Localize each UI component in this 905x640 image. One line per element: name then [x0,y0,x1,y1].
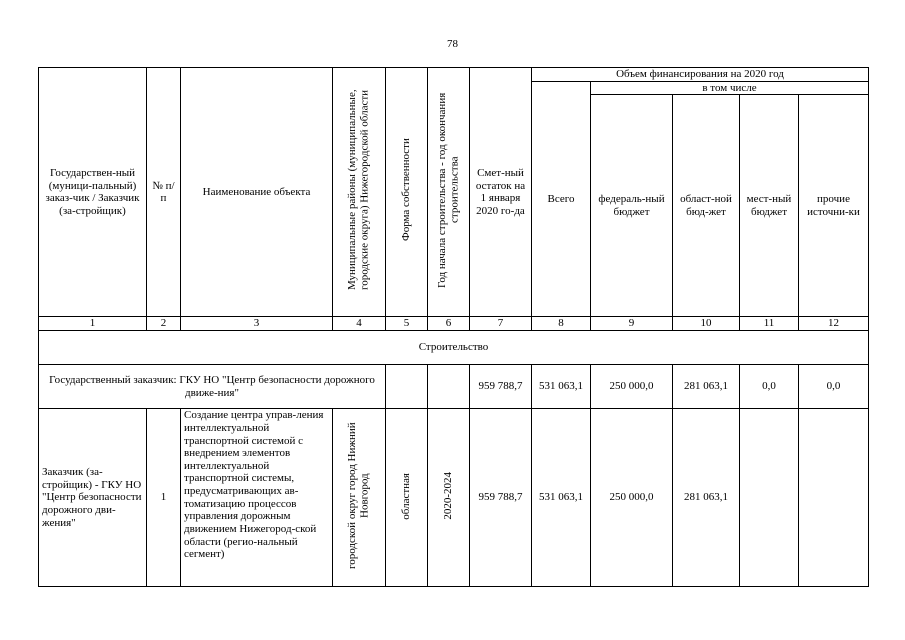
header-total: Всего [532,81,591,317]
detail-district [333,409,386,587]
summary-remaining: 959 788,7 [470,365,532,409]
col-num-6: 6 [428,317,470,331]
section-row [39,331,869,365]
col-num-3: 3 [181,317,333,331]
header-federal: федераль-ный бюджет [591,95,673,317]
col-num-1: 1 [39,317,147,331]
header-num: № п/п [147,68,181,317]
col-num-7: 7 [470,317,532,331]
detail-years-text: 2020-2024 [442,472,455,520]
detail-ownership-text: областная [400,472,413,520]
header-customer: Государствен-ный (муници-пальный) заказ-чик / Заказчик (за-стройщик) [39,68,147,317]
detail-num: 1 [147,409,181,587]
col-num-4: 4 [333,317,386,331]
summary-regional: 281 063,1 [673,365,740,409]
detail-regional: 281 063,1 [673,409,740,587]
summary-ownership [386,365,428,409]
detail-row [39,409,869,587]
funding-table [38,67,869,587]
header-years-text: Год начала строительства - год окончания строительства [435,92,461,288]
col-num-2: 2 [147,317,181,331]
header-ownership-text: Форма собственности [400,138,413,242]
header-local: мест-ный бюджет [740,95,799,317]
detail-object-name: Создание центра управ-ления интеллектуальной транспортной системой с внедрением элементов интеллектуальной транспортной системы, предусматривающих ав-томатизацию процессов управления дорожным движением Нижегород-ской области (регио-нальный сегмент) [181,409,333,587]
summary-row [39,365,869,409]
detail-remaining: 959 788,7 [470,409,532,587]
detail-district-text: городской округ город Нижний Новгород [346,422,371,570]
header-including: в том числе [591,81,869,95]
summary-years [428,365,470,409]
detail-local [740,409,799,587]
column-numbers-row [39,317,869,331]
header-years [428,68,470,317]
col-num-11: 11 [740,317,799,331]
detail-years [428,409,470,587]
header-remaining: Смет-ный остаток на 1 января 2020 го-да [470,68,532,317]
col-num-9: 9 [591,317,673,331]
header-row-1 [39,68,869,82]
summary-other: 0,0 [799,365,869,409]
summary-total: 531 063,1 [532,365,591,409]
col-num-8: 8 [532,317,591,331]
detail-other [799,409,869,587]
header-districts [333,68,386,317]
page-number: 78 [447,38,458,50]
detail-total: 531 063,1 [532,409,591,587]
col-num-12: 12 [799,317,869,331]
header-ownership [386,68,428,317]
header-regional: област-ной бюд-жет [673,95,740,317]
detail-customer: Заказчик (за-стройщик) - ГКУ НО "Центр безопасности дорожного дви-жения" [39,409,147,587]
col-num-5: 5 [386,317,428,331]
section-title: Строительство [39,331,869,365]
summary-customer: Государственный заказчик: ГКУ НО "Центр безопасности дорожного движе-ния" [39,365,386,409]
detail-ownership [386,409,428,587]
col-num-10: 10 [673,317,740,331]
summary-local: 0,0 [740,365,799,409]
header-object-name: Наименование объекта [181,68,333,317]
detail-federal: 250 000,0 [591,409,673,587]
summary-federal: 250 000,0 [591,365,673,409]
header-districts-text: Муниципальные районы (муниципальные, городские округа) Нижегородской области [346,90,371,291]
header-funding-group: Объем финансирования на 2020 год [532,68,869,82]
header-other: прочие источни-ки [799,95,869,317]
